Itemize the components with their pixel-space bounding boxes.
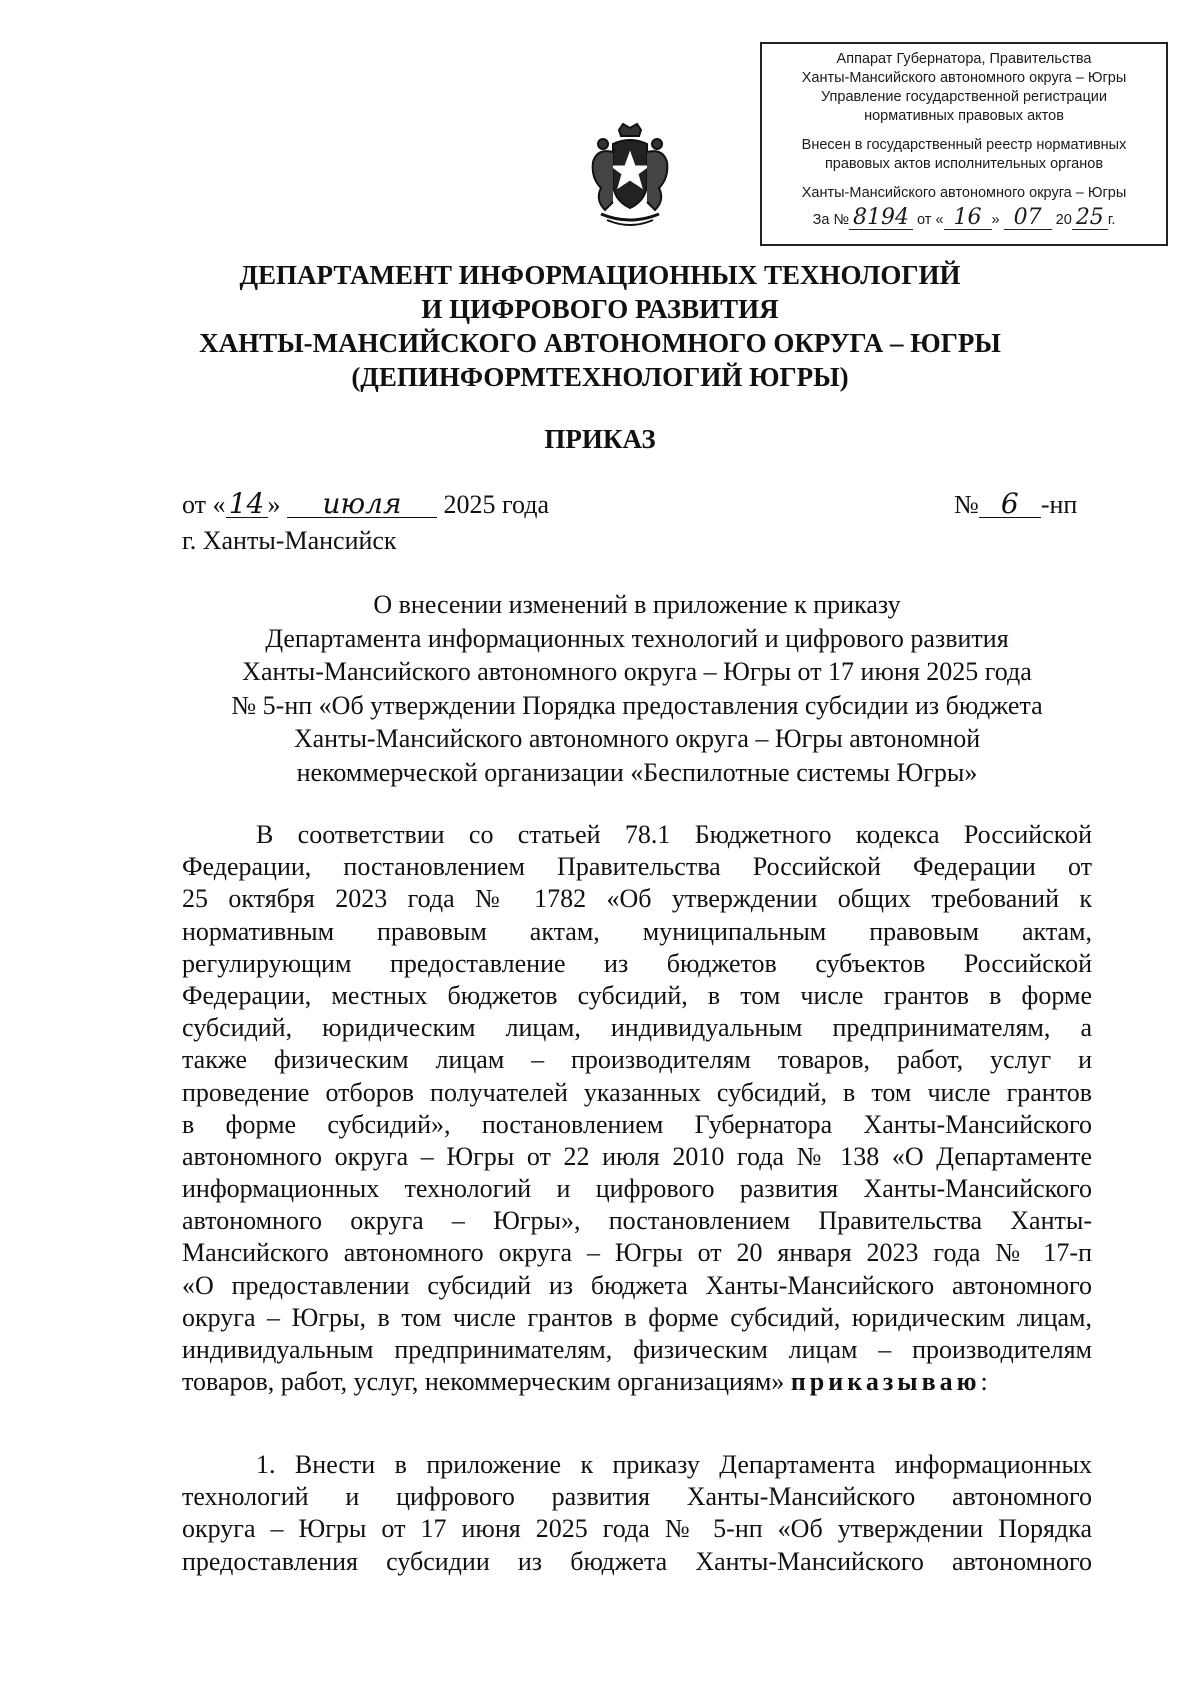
paragraph-line: «О предоставлении субсидий из бюджета Ханты-Мансийского автономного xyxy=(182,1270,1092,1300)
paragraph-line: автономного округа – Югры от 22 июля 2010 года № 138 «О Департаменте xyxy=(182,1141,1092,1171)
subject-line: Ханты-Мансийского автономного округа – Югры автономной xyxy=(293,724,981,753)
stamp-reg-month: 07 xyxy=(1004,207,1052,230)
order-subject xyxy=(182,588,1092,789)
paragraph-line: информационных технологий и цифрового развития Ханты-Мансийского xyxy=(182,1174,1092,1204)
paragraph-line: проведение отборов получателей указанных субсидий, в том числе грантов xyxy=(182,1077,1092,1107)
preamble-paragraph xyxy=(182,819,1092,1398)
stamp-line: нормативных правовых актов xyxy=(864,108,1064,124)
paragraph-line: Мансийского автономного округа – Югры от 20 января 2023 года № 17-п xyxy=(182,1238,1092,1268)
paragraph-line: округа – Югры, в том числе грантов в форме субсидий, юридическим лицам, xyxy=(182,1302,1092,1332)
number-value: 6 xyxy=(979,491,1041,518)
paragraph-line: технологий и цифрового развития Ханты-Мансийского автономного xyxy=(182,1482,1092,1512)
registration-stamp xyxy=(760,42,1168,246)
document-type: ПРИКАЗ xyxy=(544,424,656,454)
stamp-reg-year-prefix: 20 xyxy=(1055,212,1072,228)
stamp-reg-prefix: За № xyxy=(812,212,850,228)
order-colon: : xyxy=(980,1367,988,1397)
stamp-reg-year: 25 xyxy=(1072,207,1108,230)
date-day: 14 xyxy=(226,491,268,518)
stamp-reg-suffix: г. xyxy=(1107,212,1116,228)
stamp-reg-day: 16 xyxy=(944,207,992,230)
stamp-line: Внесен в государственный реестр нормативных xyxy=(801,137,1127,153)
paragraph-line: индивидуальным предпринимателям, физическим лицам – производителям xyxy=(182,1335,1092,1364)
subject-line: Департамента информационных технологий и цифрового развития xyxy=(265,623,1009,653)
paragraph-line: нормативным правовым актам, муниципальным правовым актам, xyxy=(182,916,1092,946)
stamp-line: Ханты-Мансийского автономного округа – Югры xyxy=(801,185,1127,201)
heading-line: И ЦИФРОВОГО РАЗВИТИЯ xyxy=(421,294,779,324)
subject-line: некоммерческой организации «Беспилотные системы Югры» xyxy=(296,757,978,787)
paragraph-line: Федерации, постановлением Правительства Российской Федерации от xyxy=(182,852,1092,882)
paragraph-line: также физическим лицам – производителям товаров, работ, услуг и xyxy=(182,1045,1092,1075)
paragraph-line: в форме субсидий», постановлением Губернатора Ханты-Мансийского xyxy=(182,1109,1092,1139)
heading-line: ДЕПАРТАМЕНТ ИНФОРМАЦИОННЫХ ТЕХНОЛОГИЙ xyxy=(239,260,961,290)
stamp-line: Аппарат Губернатора, Правительства xyxy=(836,51,1092,67)
stamp-registration-line xyxy=(762,207,1166,230)
stamp-line: Ханты-Мансийского автономного округа – Югры xyxy=(801,70,1127,86)
paragraph-line: Федерации, местных бюджетов субсидий, в том числе грантов в форме xyxy=(182,980,1092,1010)
subject-line: № 5-нп «Об утверждении Порядка предоставления субсидии из бюджета xyxy=(231,690,1043,720)
date-year: 2025 года xyxy=(443,490,550,519)
order-word: приказываю xyxy=(790,1367,981,1397)
number-suffix: -нп xyxy=(1040,490,1078,519)
stamp-reg-from: от « xyxy=(917,212,944,228)
date-sep: » xyxy=(267,490,281,519)
stamp-reg-sep: » xyxy=(991,212,1000,228)
paragraph-last-line xyxy=(182,1366,1092,1398)
paragraph-line: автономного округа – Югры», постановлением Правительства Ханты- xyxy=(182,1206,1092,1236)
paragraph-line: субсидий, юридическим лицам, индивидуальным предпринимателям, а xyxy=(182,1013,1092,1043)
paragraph-line-text: товаров, работ, услуг, некоммерческим организациям» xyxy=(182,1367,785,1397)
item-1-paragraph xyxy=(182,1449,1092,1578)
date-prefix: от « xyxy=(182,490,226,519)
stamp-reg-number: 8194 xyxy=(849,207,913,230)
heading-line: (ДЕПИНФОРМТЕХНОЛОГИЙ ЮГРЫ) xyxy=(351,362,849,392)
subject-line: О внесении изменений в приложение к приказу xyxy=(373,590,901,619)
paragraph-line: регулирующим предоставление из бюджетов субъектов Российской xyxy=(182,948,1092,978)
organization-heading xyxy=(150,258,1050,394)
stamp-line: правовых актов исполнительных органов xyxy=(824,156,1104,172)
paragraph-line: 25 октября 2023 года № 1782 «Об утверждении общих требований к xyxy=(182,884,1092,914)
paragraph-line: предоставления субсидии из бюджета Ханты-Мансийского автономного xyxy=(182,1546,1092,1576)
subject-line: Ханты-Мансийского автономного округа – Югры от 17 июня 2025 года xyxy=(242,657,1032,686)
coat-of-arms-icon xyxy=(583,122,677,230)
number-prefix: № xyxy=(954,490,979,519)
paragraph-line: округа – Югры от 17 июня 2025 года № 5-нп «Об утверждении Порядка xyxy=(182,1514,1092,1544)
heading-line: ХАНТЫ-МАНСИЙСКОГО АВТОНОМНОГО ОКРУГА – ЮГРЫ xyxy=(199,328,1001,358)
paragraph-line: В соответствии со статьей 78.1 Бюджетного кодекса Российской xyxy=(256,820,1092,849)
city: г. Ханты-Мансийск xyxy=(182,526,397,555)
order-date xyxy=(182,487,550,520)
order-number xyxy=(954,487,1078,520)
stamp-line: Управление государственной регистрации xyxy=(820,89,1108,105)
date-month: июля xyxy=(287,491,437,518)
paragraph-line: 1. Внести в приложение к приказу Департамента информационных xyxy=(256,1450,1092,1479)
